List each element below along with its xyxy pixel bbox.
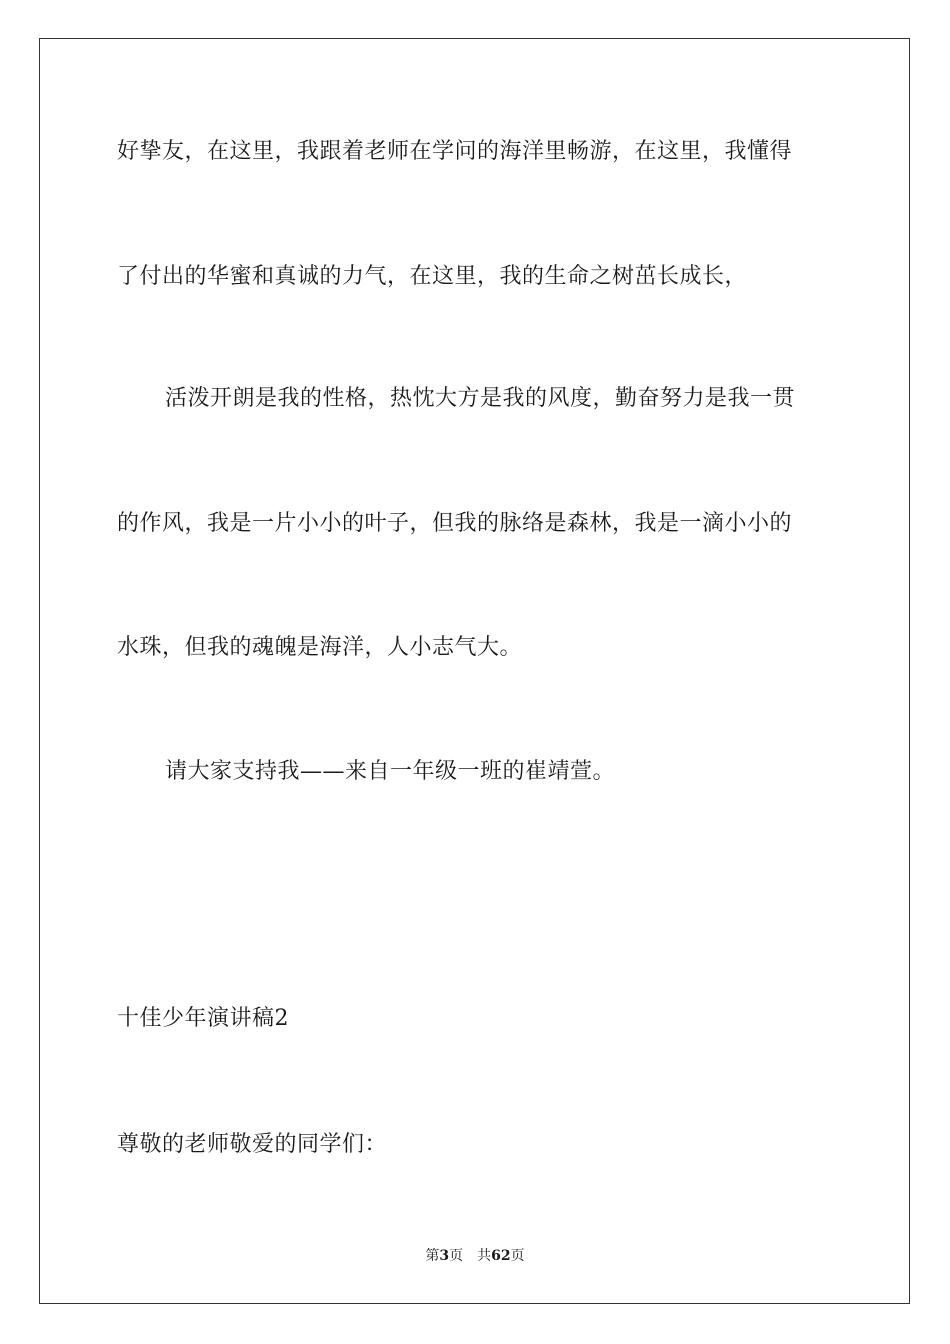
page-footer	[0, 1246, 950, 1266]
footer-page-suffix: 页	[510, 1248, 525, 1264]
footer-page-total: 62	[491, 1248, 511, 1264]
body-text-line-5: 水珠，但我的魂魄是海洋，人小志气大。	[117, 635, 523, 660]
body-text-line-4: 的作风，我是一片小小的叶子，但我的脉络是森林，我是一滴小小的	[117, 511, 793, 536]
page-border	[39, 38, 910, 1304]
body-text-line-1: 好挚友，在这里，我跟着老师在学问的海洋里畅游，在这里，我懂得	[117, 139, 793, 164]
footer-page-prefix: 第	[425, 1248, 440, 1264]
body-text-line-2: 了付出的华蜜和真诚的力气，在这里，我的生命之树茁长成长，	[117, 264, 748, 289]
section-title: 十佳少年演讲稿2	[117, 1006, 289, 1031]
footer-page-current: 3	[439, 1248, 450, 1264]
salutation: 尊敬的老师敬爱的同学们：	[117, 1132, 388, 1157]
body-text-line-3: 活泼开朗是我的性格，热忱大方是我的风度，勤奋努力是我一贯	[165, 386, 796, 411]
body-text-line-6: 请大家支持我——来自一年级一班的崔靖萱。	[165, 759, 616, 784]
footer-page-mid: 页 共	[449, 1248, 492, 1264]
